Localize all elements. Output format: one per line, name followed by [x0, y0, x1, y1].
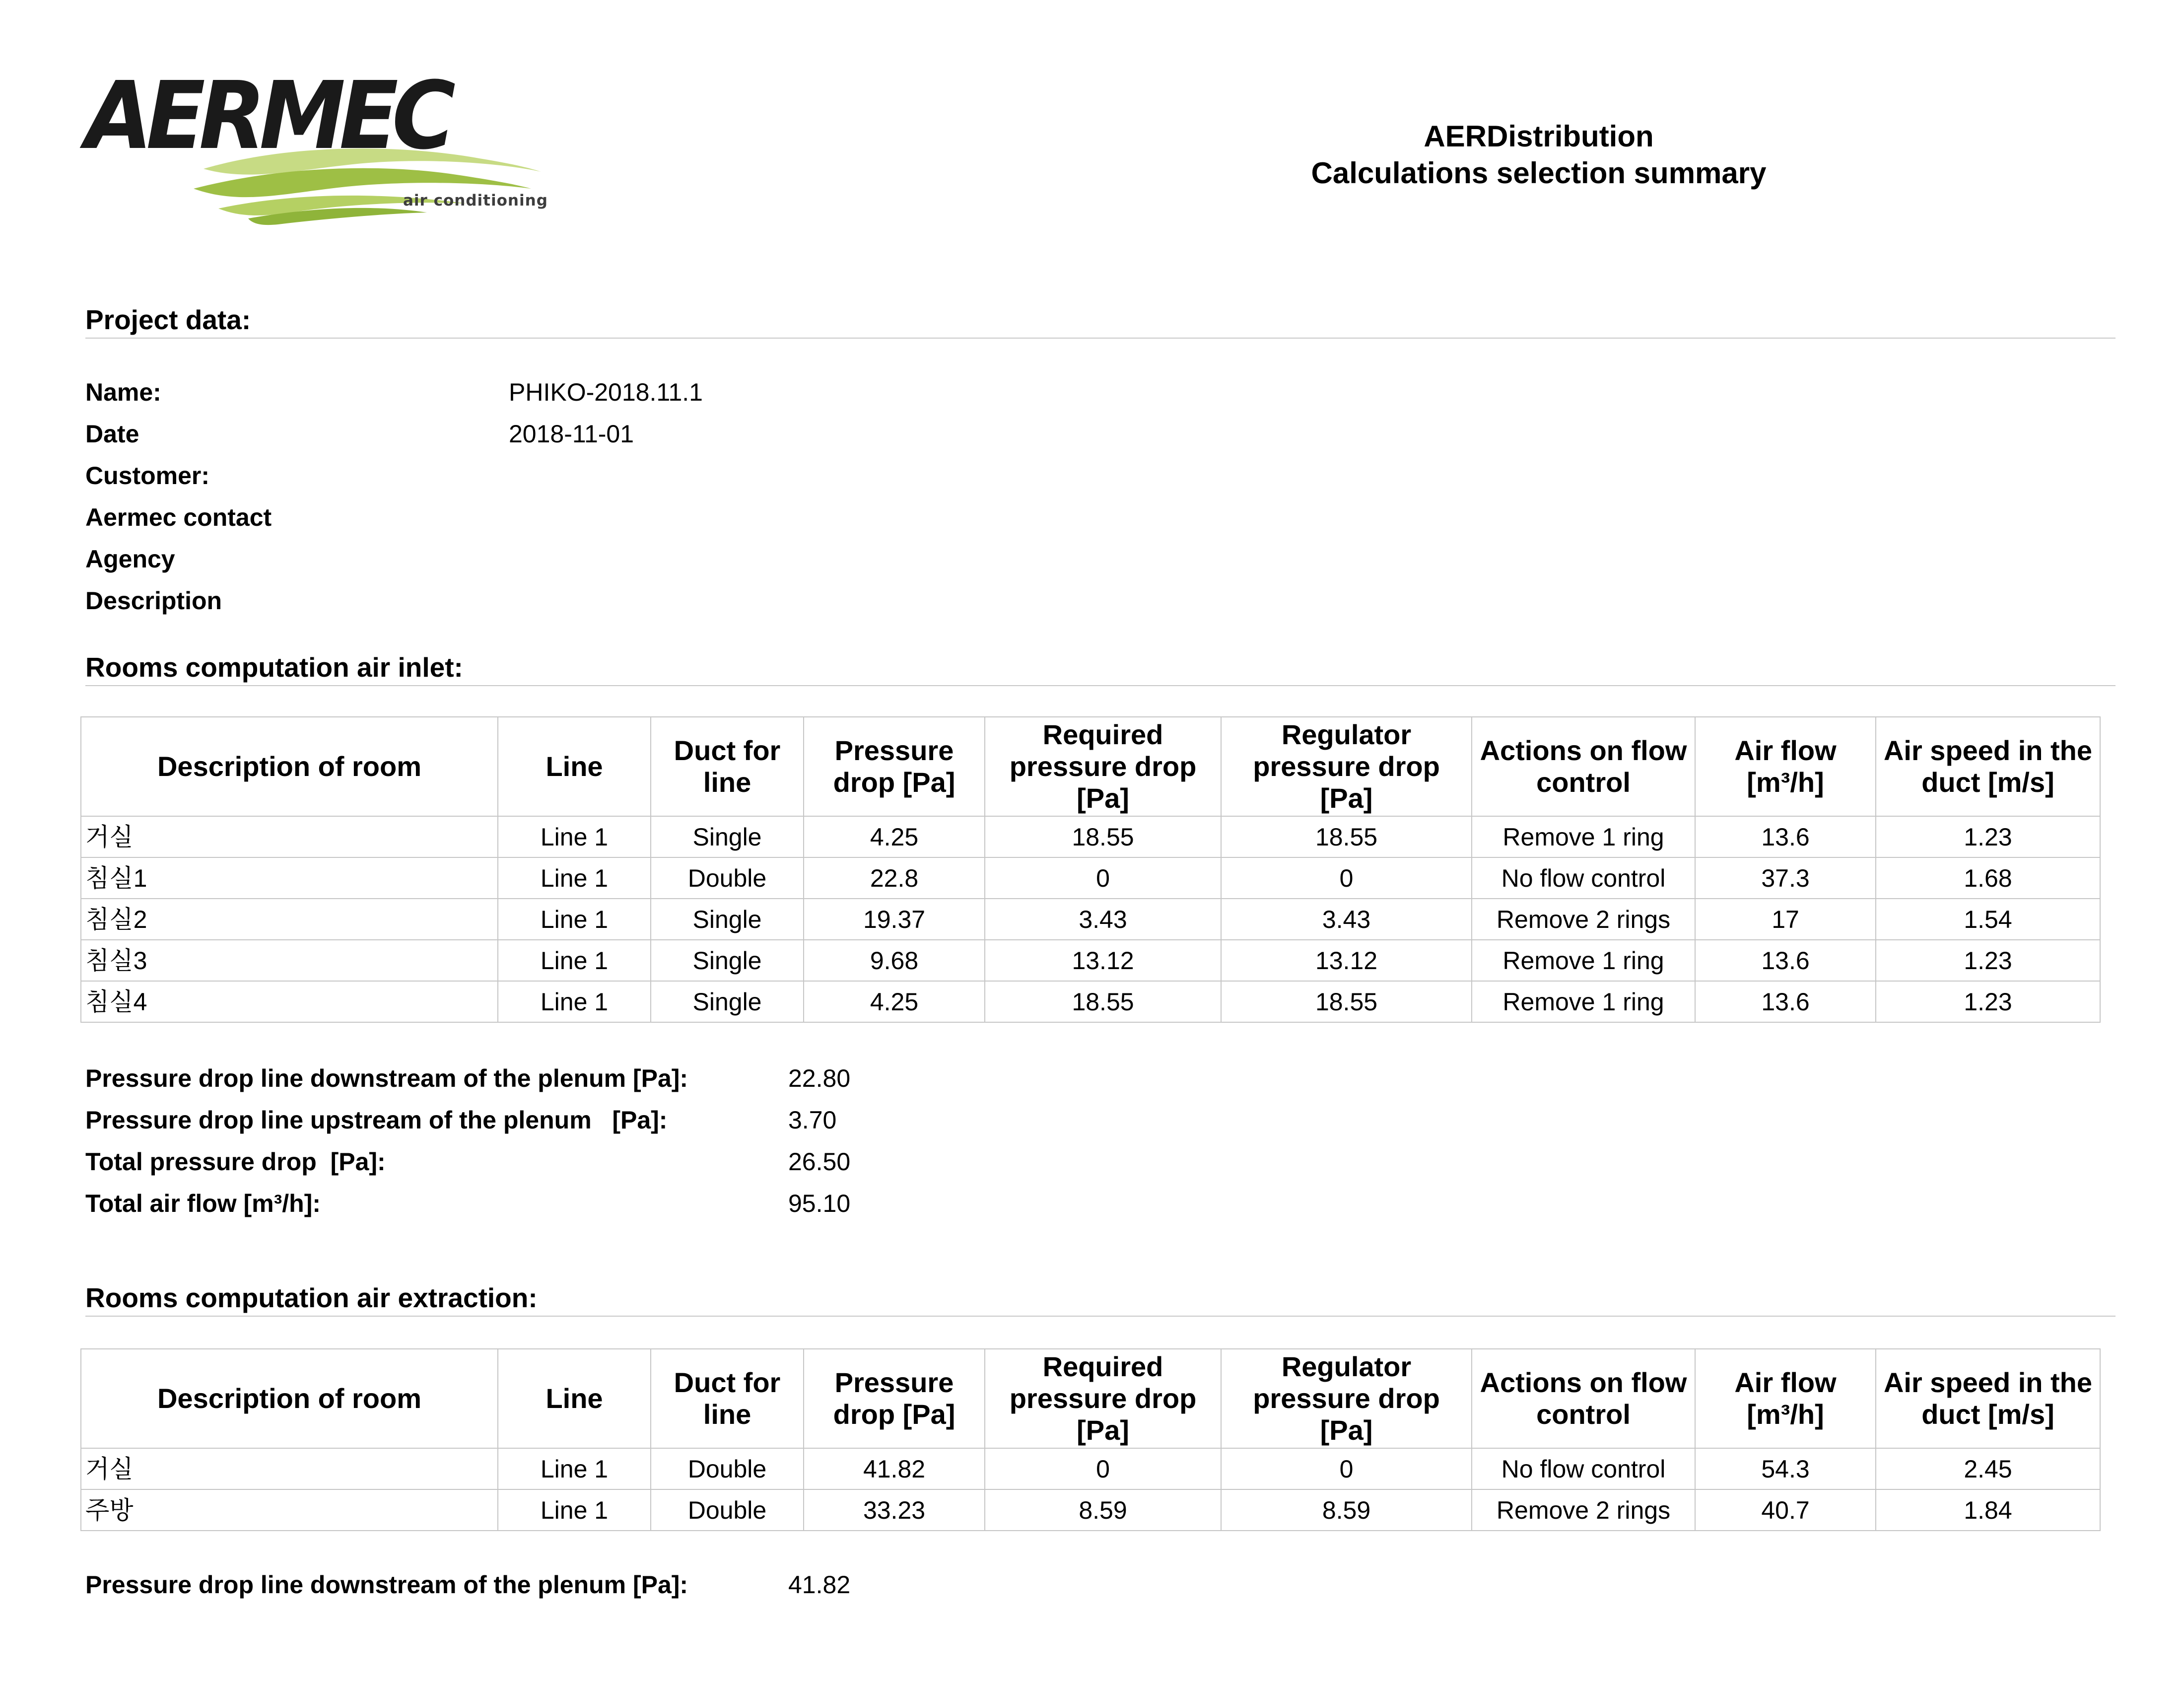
- document-title-block: [1132, 118, 1946, 192]
- table-cell: 41.82: [804, 1448, 985, 1489]
- table-cell: 4.25: [804, 981, 985, 1022]
- table-cell: Line 1: [498, 940, 651, 981]
- document-subtitle: Calculations selection summary: [1311, 156, 1767, 190]
- inlet-upstream-label: Pressure drop line upstream of the plenum [Pa]:: [85, 1106, 668, 1134]
- room-cell: 거실: [81, 1448, 498, 1489]
- description-label: Description: [85, 587, 222, 615]
- inlet-total-airflow-label: Total air flow [m³/h]:: [85, 1190, 321, 1217]
- room-cell: 침실4: [81, 981, 498, 1022]
- table-cell: 22.8: [804, 857, 985, 899]
- inlet-downstream-label: Pressure drop line downstream of the plenum [Pa]:: [85, 1064, 688, 1092]
- table-cell: 18.55: [1221, 981, 1472, 1022]
- table-cell: Line 1: [498, 981, 651, 1022]
- room-cell: 침실1: [81, 857, 498, 899]
- customer-label: Customer:: [85, 462, 210, 490]
- table-cell: 18.55: [1221, 816, 1472, 857]
- table-cell: Double: [651, 1448, 804, 1489]
- table-cell: No flow control: [1472, 857, 1695, 899]
- inlet-total-pressure-value: 26.50: [788, 1148, 851, 1176]
- extraction-downstream-value: 41.82: [788, 1571, 851, 1599]
- room-cell: 거실: [81, 816, 498, 857]
- project-data-heading: Project data:: [85, 303, 2116, 339]
- agency-label: Agency: [85, 545, 175, 573]
- table-cell: 40.7: [1695, 1489, 1876, 1531]
- table-cell: Remove 1 ring: [1472, 816, 1695, 857]
- table-cell: 1.23: [1876, 816, 2100, 857]
- column-header: Description of room: [81, 1349, 498, 1448]
- column-header: Regulator pressure drop [Pa]: [1221, 717, 1472, 816]
- table-cell: 18.55: [985, 816, 1221, 857]
- name-value: PHIKO-2018.11.1: [509, 378, 703, 406]
- table-cell: 0: [985, 1448, 1221, 1489]
- table-cell: Remove 2 rings: [1472, 899, 1695, 940]
- column-header: Regulator pressure drop [Pa]: [1221, 1349, 1472, 1448]
- table-cell: No flow control: [1472, 1448, 1695, 1489]
- table-cell: Line 1: [498, 816, 651, 857]
- table-header-row: [81, 717, 2100, 816]
- table-cell: 33.23: [804, 1489, 985, 1531]
- table-cell: Single: [651, 981, 804, 1022]
- document-title: AERDistribution: [1424, 120, 1654, 153]
- inlet-total-pressure-label: Total pressure drop [Pa]:: [85, 1148, 386, 1176]
- table-row: [81, 857, 2100, 899]
- table-row: [81, 981, 2100, 1022]
- column-header: Actions on flow control: [1472, 1349, 1695, 1448]
- column-header: Duct for line: [651, 1349, 804, 1448]
- table-cell: 19.37: [804, 899, 985, 940]
- table-header-row: [81, 1349, 2100, 1448]
- column-header: Required pressure drop [Pa]: [985, 1349, 1221, 1448]
- logo-tagline: air conditioning: [403, 192, 548, 210]
- table-cell: 1.23: [1876, 981, 2100, 1022]
- column-header: Pressure drop [Pa]: [804, 1349, 985, 1448]
- table-cell: 8.59: [985, 1489, 1221, 1531]
- table-cell: 0: [1221, 857, 1472, 899]
- table-cell: 1.68: [1876, 857, 2100, 899]
- table-cell: Line 1: [498, 1448, 651, 1489]
- table-cell: 3.43: [985, 899, 1221, 940]
- column-header: Air flow [m³/h]: [1695, 1349, 1876, 1448]
- inlet-upstream-value: 3.70: [788, 1106, 837, 1134]
- table-cell: 1.23: [1876, 940, 2100, 981]
- table-cell: Double: [651, 1489, 804, 1531]
- table-cell: 1.54: [1876, 899, 2100, 940]
- table-cell: Double: [651, 857, 804, 899]
- table-row: [81, 816, 2100, 857]
- table-row: [81, 1448, 2100, 1489]
- table-cell: 13.6: [1695, 981, 1876, 1022]
- table-cell: 1.84: [1876, 1489, 2100, 1531]
- table-row: [81, 899, 2100, 940]
- column-header: Air flow [m³/h]: [1695, 717, 1876, 816]
- table-cell: 37.3: [1695, 857, 1876, 899]
- room-cell: 침실2: [81, 899, 498, 940]
- name-label: Name:: [85, 378, 161, 406]
- table-cell: 0: [985, 857, 1221, 899]
- room-cell: 침실3: [81, 940, 498, 981]
- column-header: Description of room: [81, 717, 498, 816]
- aermec-contact-label: Aermec contact: [85, 503, 272, 531]
- table-cell: Single: [651, 816, 804, 857]
- table-cell: Line 1: [498, 1489, 651, 1531]
- extraction-heading: Rooms computation air extraction:: [85, 1281, 2116, 1317]
- table-cell: Remove 2 rings: [1472, 1489, 1695, 1531]
- table-cell: 2.45: [1876, 1448, 2100, 1489]
- aermec-logo: [79, 62, 556, 233]
- date-label: Date: [85, 420, 139, 448]
- column-header: Line: [498, 717, 651, 816]
- extraction-downstream-label: Pressure drop line downstream of the plenum [Pa]:: [85, 1571, 688, 1599]
- table-cell: 4.25: [804, 816, 985, 857]
- inlet-table: [80, 716, 2101, 1023]
- table-cell: 13.6: [1695, 816, 1876, 857]
- table-cell: Line 1: [498, 899, 651, 940]
- table-cell: 18.55: [985, 981, 1221, 1022]
- table-row: [81, 940, 2100, 981]
- logo-wordmark: AERMEC: [85, 62, 449, 170]
- table-cell: 13.12: [985, 940, 1221, 981]
- room-cell: 주방: [81, 1489, 498, 1531]
- table-cell: 9.68: [804, 940, 985, 981]
- table-cell: Single: [651, 899, 804, 940]
- date-value: 2018-11-01: [509, 420, 634, 448]
- inlet-heading: Rooms computation air inlet:: [85, 650, 2116, 686]
- table-cell: 13.12: [1221, 940, 1472, 981]
- table-cell: Remove 1 ring: [1472, 981, 1695, 1022]
- table-cell: 13.6: [1695, 940, 1876, 981]
- column-header: Line: [498, 1349, 651, 1448]
- column-header: Actions on flow control: [1472, 717, 1695, 816]
- inlet-total-airflow-value: 95.10: [788, 1190, 851, 1217]
- inlet-downstream-value: 22.80: [788, 1064, 851, 1092]
- table-cell: 3.43: [1221, 899, 1472, 940]
- table-cell: 0: [1221, 1448, 1472, 1489]
- column-header: Pressure drop [Pa]: [804, 717, 985, 816]
- table-cell: 17: [1695, 899, 1876, 940]
- column-header: Duct for line: [651, 717, 804, 816]
- table-cell: Line 1: [498, 857, 651, 899]
- extraction-table: [80, 1348, 2101, 1531]
- column-header: Air speed in the duct [m/s]: [1876, 1349, 2100, 1448]
- table-cell: Remove 1 ring: [1472, 940, 1695, 981]
- table-cell: Single: [651, 940, 804, 981]
- column-header: Required pressure drop [Pa]: [985, 717, 1221, 816]
- table-cell: 54.3: [1695, 1448, 1876, 1489]
- table-row: [81, 1489, 2100, 1531]
- column-header: Air speed in the duct [m/s]: [1876, 717, 2100, 816]
- table-cell: 8.59: [1221, 1489, 1472, 1531]
